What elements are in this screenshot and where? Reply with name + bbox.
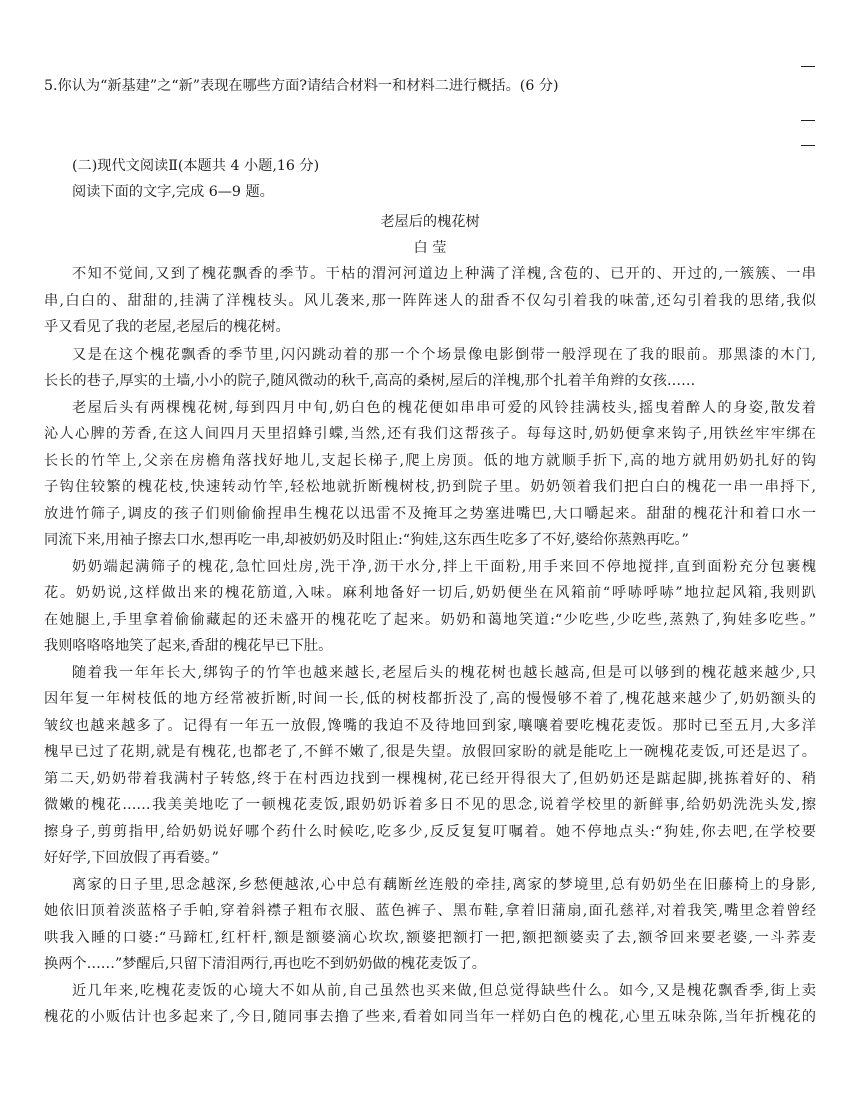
- article-line: 随着我一年年长大,绑钩子的竹竿也越来越长,老屋后头的槐花树也越长越高,但是可以够到的槐花越来越少,只: [72, 665, 816, 681]
- section-heading: (二)现代文阅读Ⅱ(本题共 4 小题,16 分): [72, 158, 320, 174]
- article-line: 槐花的小贩估计也多起来了,今日,随同事去撸了些来,看着如同当年一样奶白色的槐花,心里五味杂陈,当年折槐花的: [44, 1009, 816, 1025]
- reading-instruction: 阅读下面的文字,完成 6—9 题。: [72, 184, 274, 200]
- article-line: 微嫩的槐花……我美美地吃了一顿槐花麦饭,跟奶奶诉着多日不见的思念,说着学校里的新鲜事,给奶奶洗洗头发,擦: [44, 797, 816, 813]
- article-author: 白 莹: [413, 240, 447, 256]
- article-line: 老屋后头有两棵槐花树,每到四月中旬,奶白色的槐花便如串串可爱的风铃挂满枝头,摇曳着醉人的身姿,散发着: [72, 400, 816, 416]
- article-line: 在她腿上,手里拿着偷偷藏起的还未盛开的槐花吃了起来。奶奶和蔼地笑道:“少吃些,少吃些,蒸熟了,狗娃多吃些。”: [44, 612, 816, 628]
- article-line: 近几年来,吃槐花麦饭的心境大不如从前,自己虽然也买来做,但总觉得缺些什么。如今,又是槐花飘香季,街上卖: [72, 983, 816, 999]
- article-title: 老屋后的槐花树: [380, 214, 480, 230]
- article-line: 离家的日子里,思念越深,乡愁便越浓,心中总有藕断丝连般的牵挂,离家的梦境里,总有奶奶坐在旧藤椅上的身影,: [72, 877, 816, 893]
- article-line: 皱纹也越来越多了。记得有一年五一放假,馋嘴的我迫不及待地回到家,嚷嚷着要吃槐花麦饭。那时已至五月,大多洋: [44, 718, 816, 734]
- article-line: 我则咯咯咯地笑了起来,香甜的槐花早已下肚。: [44, 638, 333, 654]
- article-line: 第二天,奶奶带着我满村子转悠,终于在村西边找到一棵槐树,花已经开得很大了,但奶奶还是踮起脚,挑拣着好的、稍: [44, 771, 816, 787]
- article-line: 又是在这个槐花飘香的季节里,闪闪跳动着的那一个个场景像电影倒带一般浮现在了我的眼前。那黑漆的木门,: [72, 347, 816, 363]
- article-line: 因年复一年树枝低的地方经常被折断,时间一长,低的树枝都折没了,高的慢慢够不着了,槐花越来越少了,奶奶额头的: [44, 691, 816, 707]
- article-line: 好好学,下回放假了再看婆。”: [44, 850, 219, 866]
- article-line: 沁人心脾的芳香,在这人间四月天里招蜂引蝶,当然,还有我们这帮孩子。每每这时,奶奶便拿来钩子,用铁丝牢牢绑在: [44, 426, 816, 442]
- article-line: 擦身子,剪剪指甲,给奶奶说好哪个药什么时候吃,吃多少,反反复复叮嘱着。她不停地点头:“狗娃,你去吧,在学校要: [44, 824, 816, 840]
- article-line: 长长的巷子,厚实的土墙,小小的院子,随风微动的秋千,高高的桑树,屋后的洋槐,那个扎着羊角辫的女孩……: [44, 373, 696, 389]
- article-line: 不知不觉间,又到了槐花飘香的季节。干枯的渭河河道边上种满了洋槐,含苞的、已开的、开过的,一簇簇、一串: [72, 266, 816, 282]
- article-line: 奶奶端起满筛子的槐花,急忙回灶房,洗干净,沥干水分,拌上干面粉,用手来回不停地搅拌,直到面粉充分包裹槐: [72, 559, 816, 575]
- article-line: 同流下来,用袖子擦去口水,想再吃一串,却被奶奶及时阻止:“狗娃,这东西生吃多了不好,婆给你蒸熟再吃。”: [44, 532, 689, 548]
- answer-blank-line: [801, 66, 815, 67]
- article-line: 她依旧顶着淡蓝格子手帕,穿着斜襟子粗布衣服、蓝色裤子、黑布鞋,拿着旧蒲扇,面孔慈祥,对着我笑,嘴里念着曾经: [44, 903, 816, 919]
- article-line: 长长的竹竿上,父亲在房檐角落找好地儿,支起长梯子,爬上房顶。低的地方就顺手折下,高的地方就用奶奶扎好的钩: [44, 453, 816, 469]
- article-line: 串,白白的、甜甜的,挂满了洋槐枝头。风儿袭来,那一阵阵迷人的甜香不仅勾引着我的味蕾,还勾引着我的思绪,我似: [44, 293, 816, 309]
- article-line: 放进竹筛子,调皮的孩子们则偷偷捏串生槐花以迅雷不及掩耳之势塞进嘴巴,大口嚼起来。甜甜的槐花汁和着口水一: [44, 506, 816, 522]
- article-line: 乎又看见了我的老屋,老屋后的槐花树。: [44, 319, 290, 335]
- article-line: 槐早已过了花期,就是有槐花,也都老了,不鲜不嫩了,很是失望。放假回家盼的就是能吃上一碗槐花麦饭,可还是迟了。: [44, 744, 816, 760]
- article-line: 换两个……”梦醒后,只留下清泪两行,再也吃不到奶奶做的槐花麦饭了。: [44, 956, 486, 972]
- answer-blank-line: [801, 120, 815, 121]
- article-line: 花。奶奶说,这样做出来的槐花筋道,入味。麻利地备好一切后,奶奶便坐在风箱前“呼哧呼哧”地拉起风箱,我则趴: [44, 585, 816, 601]
- article-line: 哄我入睡的口婆:“马蹄杠,红杆杆,额是额婆滴心坎坎,额婆把额打一把,额把额婆卖了去,额爷回来要老婆,一斗荞麦: [44, 930, 816, 946]
- question-5: 5.你认为“新基建”之“新”表现在哪些方面?请结合材料一和材料二进行概括。(6 分): [44, 78, 559, 94]
- answer-blank-line: [801, 145, 815, 146]
- article-line: 子钩住较繁的槐花枝,快速转动竹竿,轻松地就折断槐树枝,扔到院子里。奶奶领着我们把白白的槐花一串一串捋下,: [44, 479, 816, 495]
